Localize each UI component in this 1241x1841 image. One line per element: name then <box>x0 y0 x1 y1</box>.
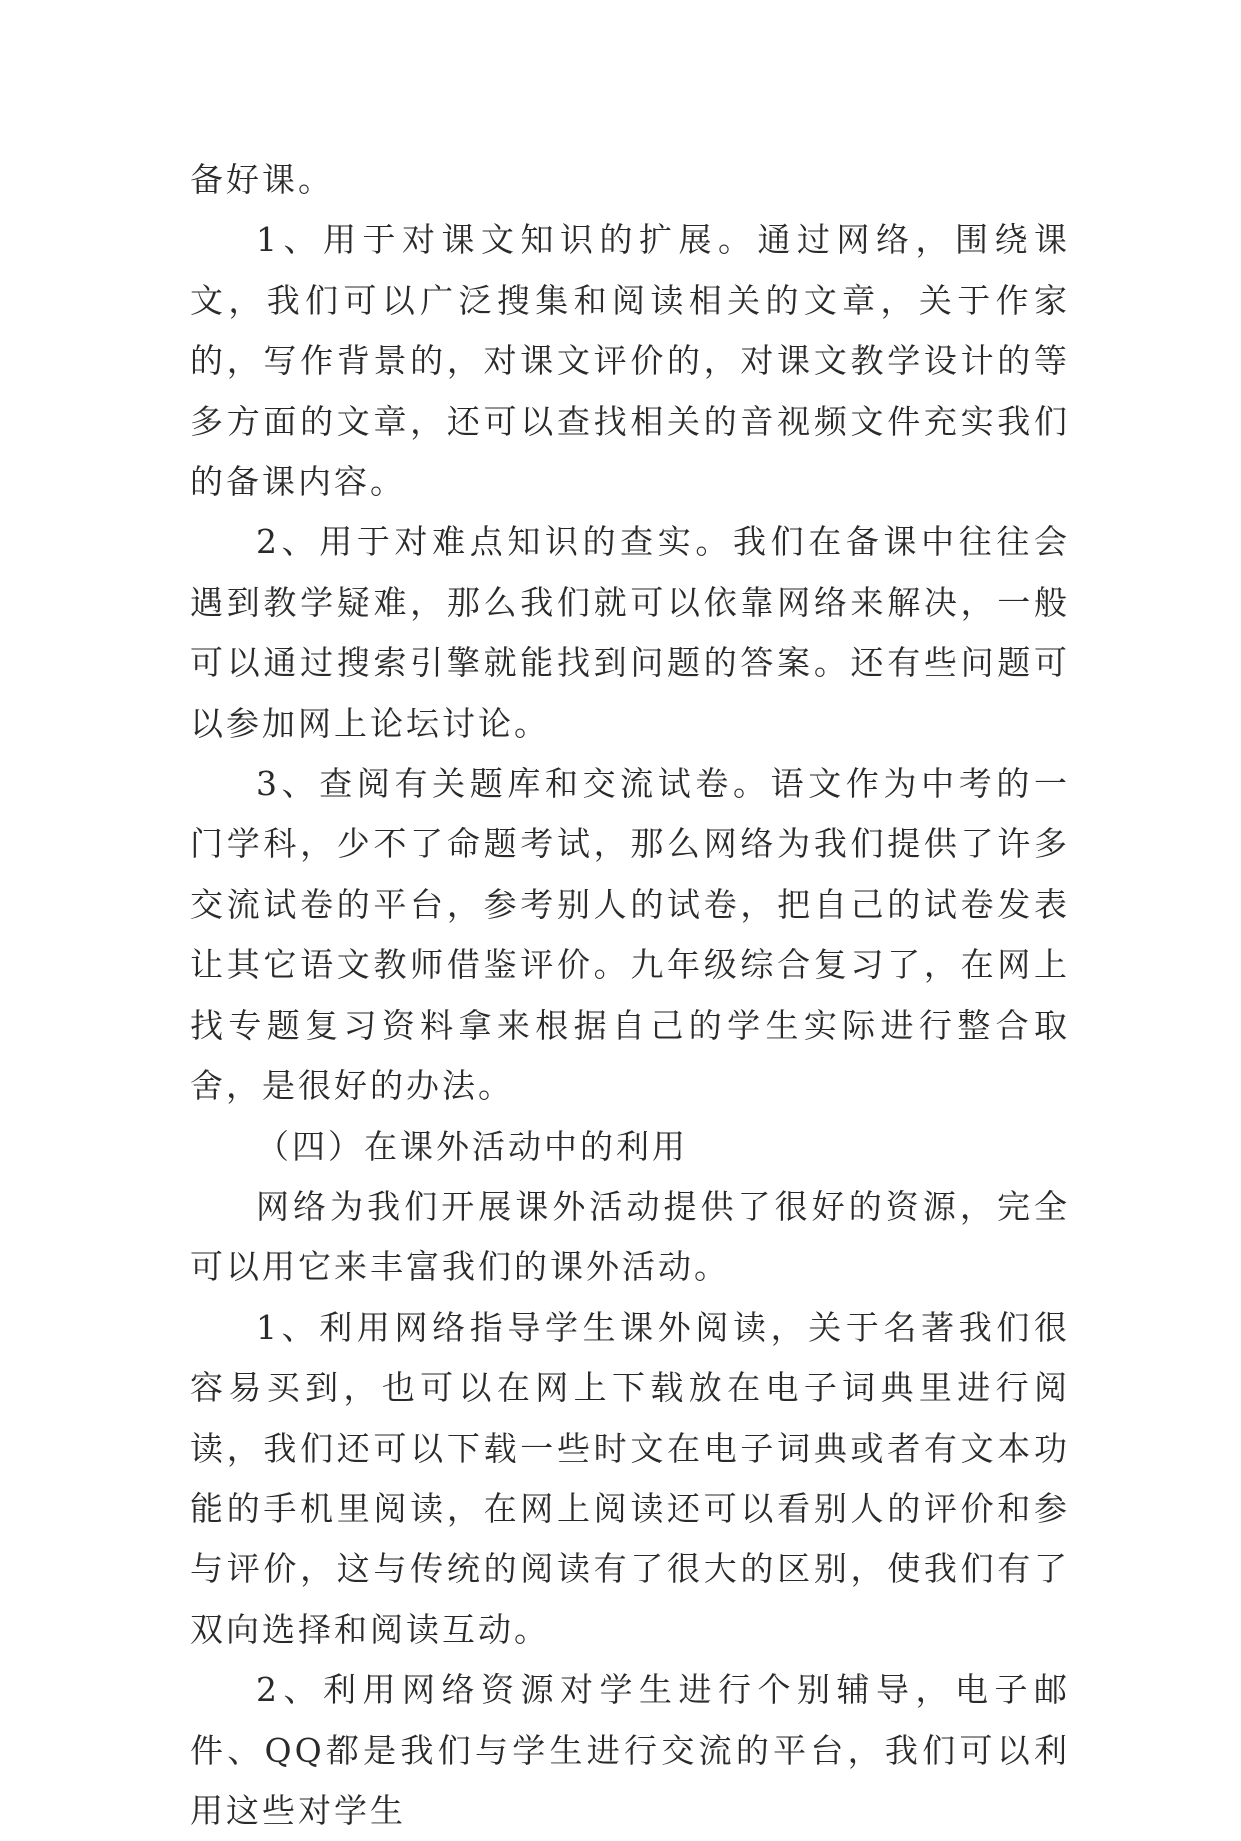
paragraph-activity-1: 1、利用网络指导学生课外阅读，关于名著我们很容易买到，也可以在网上下载放在电子词典里进行阅读，我们还可以下载一些时文在电子词典或者有文本功能的手机里阅读，在网上阅读还可以看别人的评价和参与评价，这与传统的阅读有了很大的区别，使我们有了双向选择和阅读互动。 <box>190 1307 1070 1649</box>
paragraph-item-1: 1、用于对课文知识的扩展。通过网络，围绕课文，我们可以广泛搜集和阅读相关的文章，关于作家的，写作背景的，对课文评价的，对课文教学设计的等多方面的文章，还可以查找相关的音视频文件充实我们的备课内容。 <box>190 220 1070 502</box>
document-body <box>190 150 1070 1841</box>
paragraph-intro: 网络为我们开展课外活动提供了很好的资源，完全可以用它来丰富我们的课外活动。 <box>190 1186 1070 1287</box>
paragraph-item-2: 2、用于对难点知识的查实。我们在备课中往往会遇到教学疑难，那么我们就可以依靠网络来解决，一般可以通过搜索引擎就能找到问题的答案。还有些问题可以参加网上论坛讨论。 <box>190 522 1070 743</box>
paragraph-item-3: 3、查阅有关题库和交流试卷。语文作为中考的一门学科，少不了命题考试，那么网络为我们提供了许多交流试卷的平台，参考别人的试卷，把自己的试卷发表让其它语文教师借鉴评价。九年级综合复习了，在网上找专题复习资料拿来根据自己的学生实际进行整合取舍，是很好的办法。 <box>190 764 1070 1106</box>
paragraph-activity-2: 2、利用网络资源对学生进行个别辅导，电子邮件、QQ都是我们与学生进行交流的平台，我们可以利用这些对学生 <box>190 1670 1070 1830</box>
paragraph-continuation: 备好课。 <box>190 160 334 199</box>
section-heading: （四）在课外活动中的利用 <box>256 1126 688 1166</box>
